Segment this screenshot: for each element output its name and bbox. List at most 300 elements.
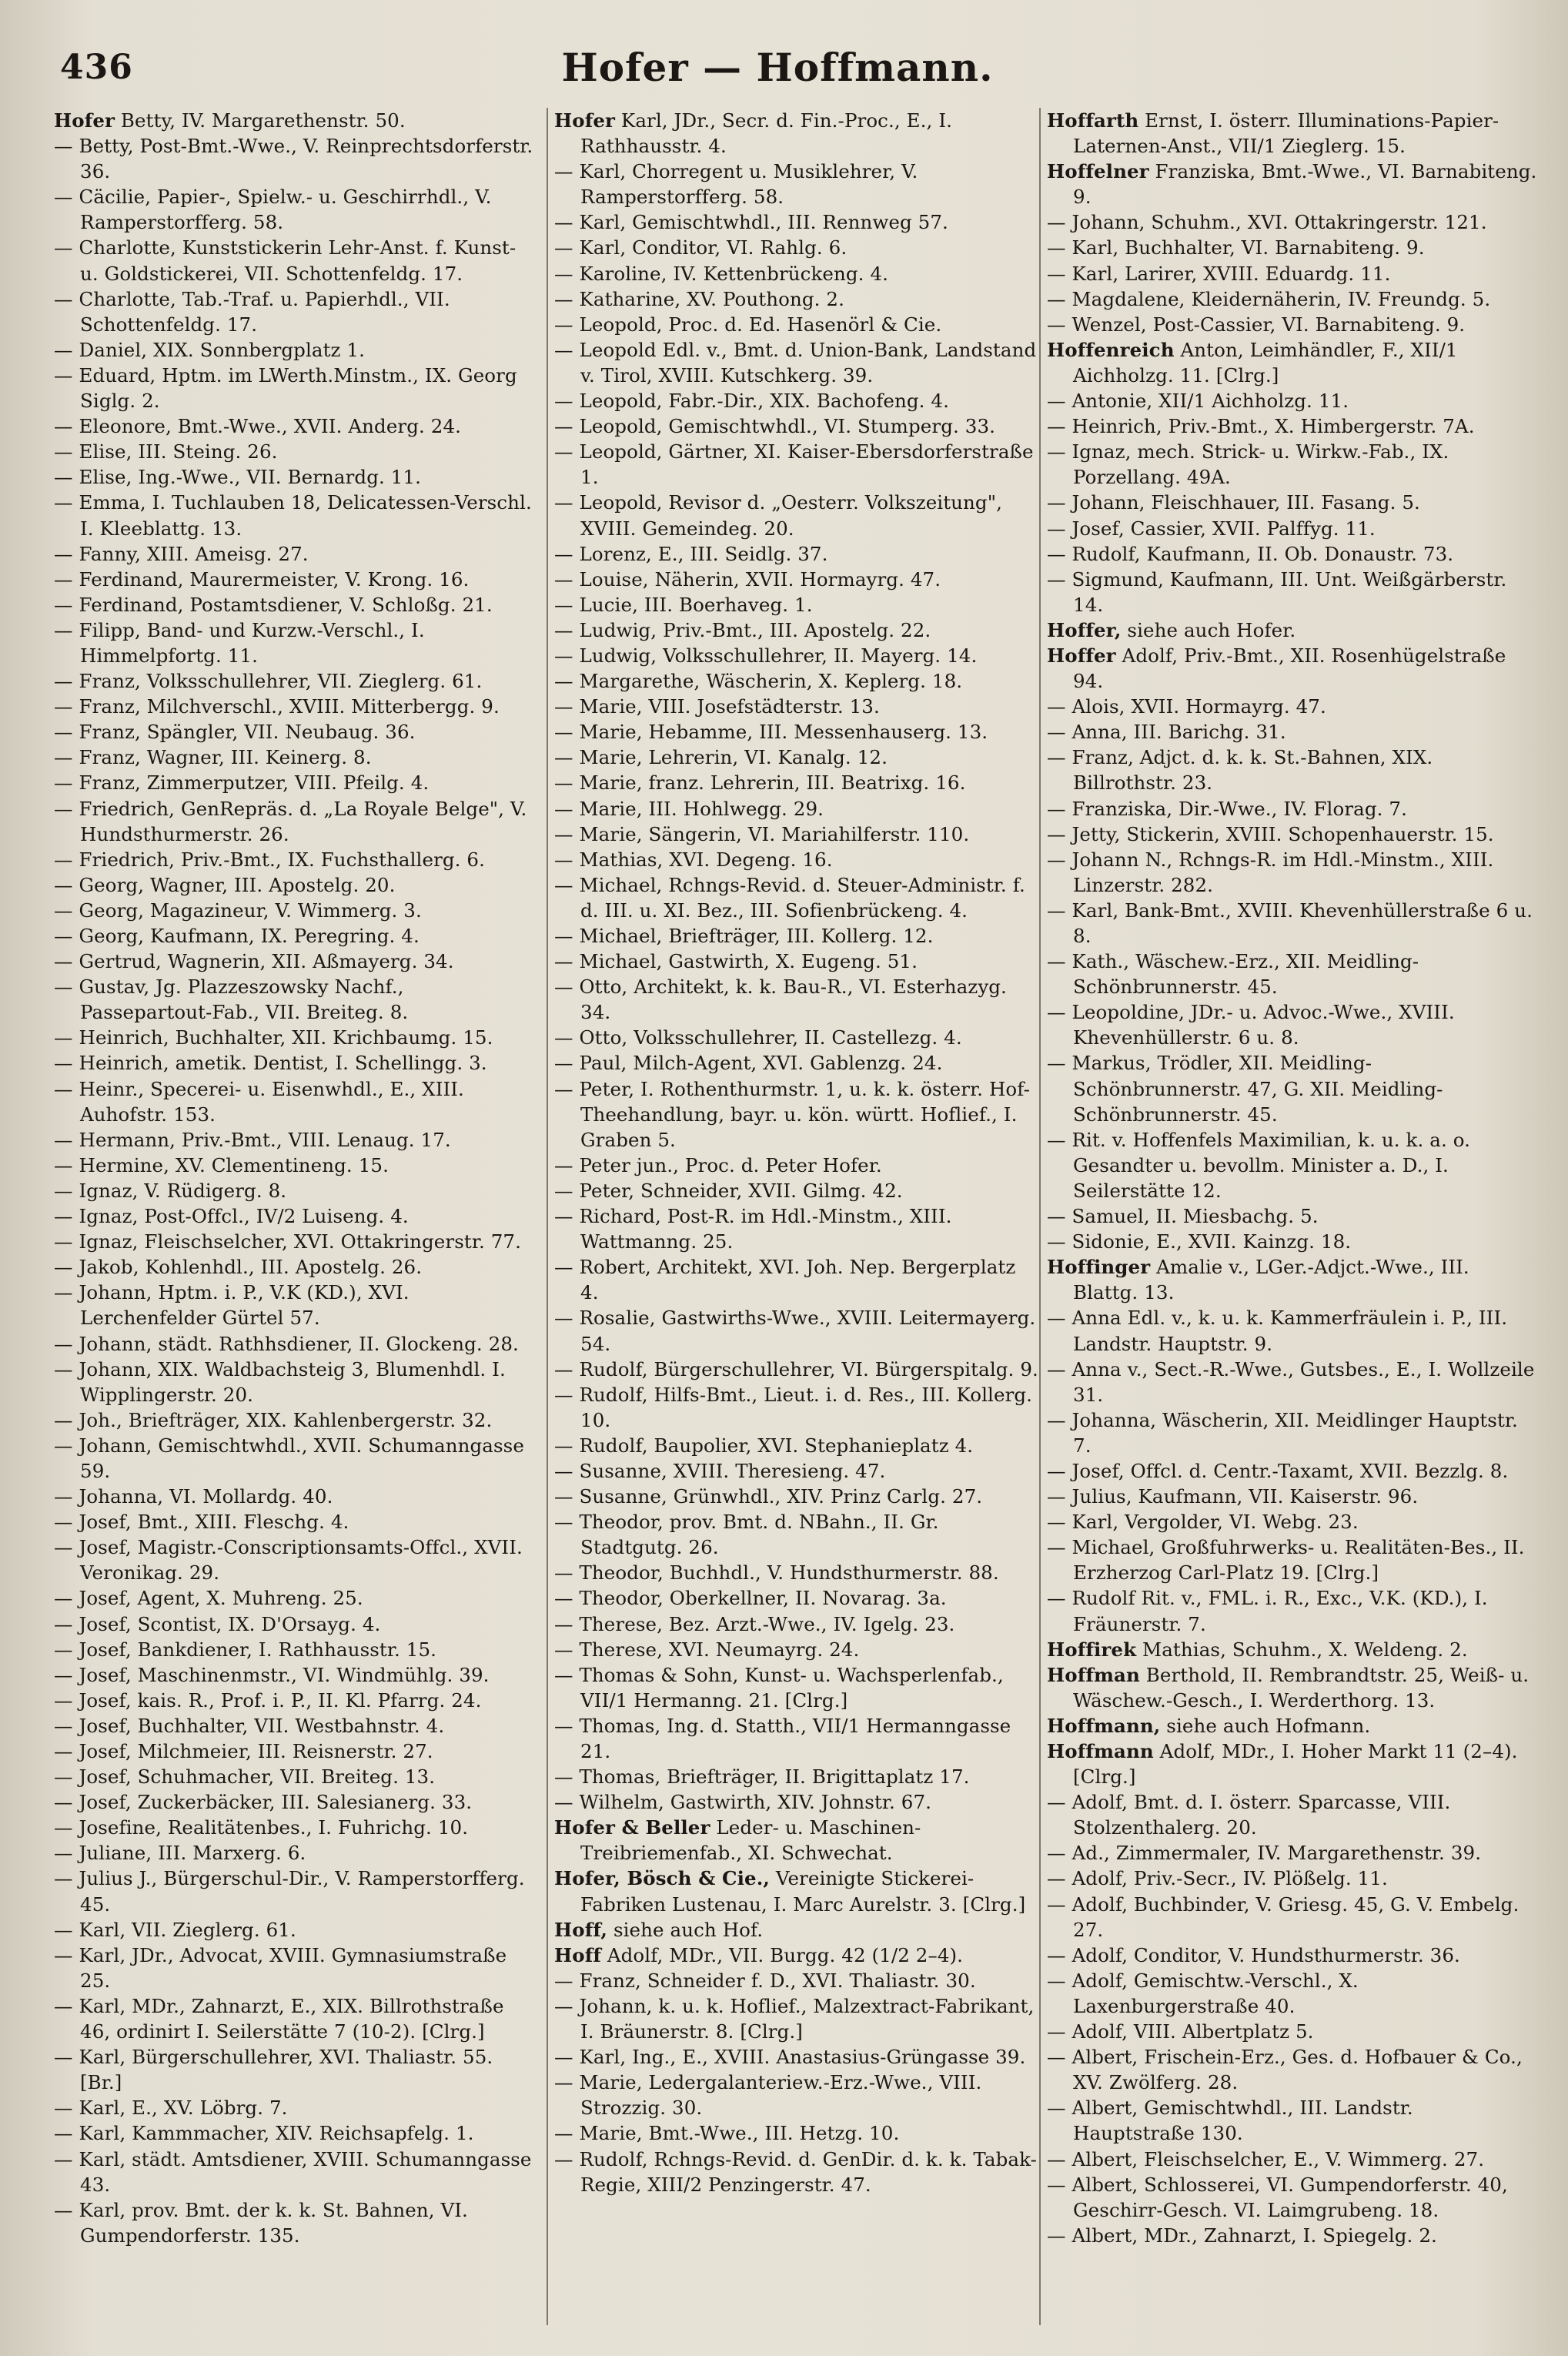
directory-entry: [54, 1407, 539, 1433]
directory-entry: [54, 592, 539, 617]
entry-text: — Franz, Volksschullehrer, VII. Zieglerg. 61.: [54, 670, 483, 693]
directory-entry: [54, 1815, 539, 1840]
directory-entry: [1047, 1943, 1540, 1968]
directory-entry: [554, 796, 1039, 822]
directory-entry: [54, 1484, 539, 1509]
entry-text: — Jetty, Stickerin, XVIII. Schopenhauerstr. 15.: [1047, 822, 1494, 845]
entry-text: — Samuel, II. Miesbachg. 5.: [1047, 1205, 1319, 1228]
directory-entry: [554, 261, 1039, 286]
entry-text: — Ad., Zimmermaler, IV. Margarethenstr. 39.: [1047, 1842, 1482, 1865]
entry-text: — Sigmund, Kaufmann, III. Unt. Weißgärberstr. 14.: [1047, 567, 1507, 616]
directory-entry: [54, 1534, 539, 1585]
entry-text: — Theodor, Buchhdl., V. Hundsthurmerstr. 88.: [554, 1561, 999, 1585]
entry-text: — Ferdinand, Postamtsdiener, V. Schloßg. 21.: [54, 593, 493, 616]
directory-entry: [54, 1840, 539, 1866]
directory-entry: [54, 1050, 539, 1076]
entry-text: — Theodor, prov. Bmt. d. NBahn., II. Gr. Stadtgutg. 26.: [554, 1511, 939, 1559]
entry-text: — Franziska, Dir.-Wwe., IV. Florag. 7.: [1047, 797, 1407, 820]
directory-entry: [1047, 2172, 1540, 2223]
entry-text: — Karl, Gemischtwhdl., III. Rennweg 57.: [554, 211, 948, 234]
directory-entry: [554, 617, 1039, 643]
directory-entry: [54, 1688, 539, 1713]
directory-entry: [54, 847, 539, 872]
directory-entry: [54, 872, 539, 898]
directory-entry: [554, 1203, 1039, 1254]
directory-entry-head: [554, 1815, 1039, 1866]
directory-entry: [54, 567, 539, 592]
entry-text: — Susanne, XVIII. Theresieng. 47.: [554, 1459, 886, 1482]
directory-entry: [1047, 847, 1540, 898]
directory-entry: [1047, 694, 1540, 719]
entry-surname: Hoffer: [1047, 644, 1116, 667]
directory-entry: [554, 1357, 1039, 1382]
entry-text: — Fanny, XIII. Ameisg. 27.: [54, 542, 309, 565]
entry-text: — Magdalene, Kleidernäherin, IV. Freundg. 5.: [1047, 287, 1491, 310]
directory-entry: [54, 541, 539, 567]
entry-text: — Johann, Schuhm., XVI. Ottakringerstr. 121.: [1047, 211, 1487, 234]
directory-entry-head: [1047, 643, 1540, 694]
running-title: Hofer — Hoffmann.: [561, 45, 994, 90]
directory-entry: [54, 1025, 539, 1050]
directory-entry-head: [1047, 159, 1540, 209]
directory-entry-head: [1047, 1254, 1540, 1305]
column-left: [54, 108, 539, 2325]
entry-text: — Albert, Schlosserei, VI. Gumpendorferstr. 40, Geschirr-Gesch. VI. Laimgrubeng. 18.: [1047, 2173, 1508, 2221]
column-middle: [554, 108, 1039, 2325]
entry-text: — Rudolf Rit. v., FML. i. R., Exc., V.K. (KD.), I. Fräunerstr. 7.: [1047, 1587, 1488, 1635]
directory-entry: [54, 1866, 539, 1916]
directory-entry: [54, 2044, 539, 2095]
entry-text: — Johann N., Rchngs-R. im Hdl.-Minstm., XIII. Linzerstr. 282.: [1047, 848, 1494, 896]
entry-text: — Otto, Volksschullehrer, II. Castellezg. 4.: [554, 1026, 962, 1049]
entry-text: — Heinrich, Buchhalter, XII. Krichbaumg. 15.: [54, 1026, 493, 1049]
entry-text: — Anna v., Sect.-R.-Wwe., Gutsbes., E., I. Wollzeile 31.: [1047, 1357, 1535, 1406]
entry-text: — Heinrich, Priv.-Bmt., X. Himbergerstr. 7A.: [1047, 415, 1475, 438]
entry-text: — Karl, prov. Bmt. der k. k. St. Bahnen, VI. Gumpendorferstr. 135.: [54, 2198, 468, 2247]
entry-text: — Thomas, Ing. d. Statth., VII/1 Hermanngasse 21.: [554, 1714, 1011, 1762]
entry-text: — Otto, Architekt, k. k. Bau-R., VI. Esterhazyg. 34.: [554, 976, 1007, 1024]
entry-text: Adolf, Priv.-Bmt., XII. Rosenhügelstraße 94.: [1073, 644, 1506, 693]
entry-text: — Karl, JDr., Advocat, XVIII. Gymnasiumstraße 25.: [54, 1943, 507, 1992]
entry-text: — Marie, franz. Lehrerin, III. Beatrixg. 16.: [554, 771, 966, 795]
entry-text: — Rudolf, Baupolier, XVI. Stephanieplatz 4.: [554, 1434, 974, 1457]
directory-entry: [54, 235, 539, 286]
entry-text: Adolf, MDr., VII. Burgg. 42 (1/2 2–4).: [600, 1943, 964, 1966]
entry-text: — Franz, Wagner, III. Keinerg. 8.: [54, 746, 372, 769]
directory-entry: [554, 822, 1039, 847]
directory-entry: [54, 719, 539, 745]
directory-entry: [1047, 999, 1540, 1050]
directory-entry-head: [1047, 337, 1540, 388]
directory-entry: [554, 286, 1039, 312]
entry-text: — Michael, Gastwirth, X. Eugeng. 51.: [554, 950, 918, 973]
directory-entry: [54, 2147, 539, 2197]
directory-entry: [54, 2095, 539, 2120]
directory-entry: [554, 1025, 1039, 1050]
directory-entry: [54, 1993, 539, 2044]
entry-text: — Albert, MDr., Zahnarzt, I. Spiegelg. 2.: [1047, 2224, 1437, 2247]
entry-text: — Rosalie, Gastwirths-Wwe., XVIII. Leitermayerg. 54.: [554, 1307, 1036, 1355]
entry-text: siehe auch Hofmann.: [1160, 1714, 1371, 1737]
directory-entry-head: [1047, 1713, 1540, 1739]
directory-entry: [554, 643, 1039, 668]
entry-text: — Leopold, Gemischtwhdl., VI. Stumperg. 33.: [554, 415, 996, 438]
directory-entry-head: [1047, 1662, 1540, 1713]
entry-text: — Marie, Sängerin, VI. Mariahilferstr. 110.: [554, 822, 970, 845]
directory-entry: [554, 974, 1039, 1025]
directory-entry: [54, 1229, 539, 1254]
entry-text: Betty, IV. Margarethenstr. 50.: [115, 109, 406, 132]
entry-text: — Katharine, XV. Pouthong. 2.: [554, 287, 844, 310]
directory-entry: [54, 1917, 539, 1943]
entry-text: — Georg, Magazineur, V. Wimmerg. 3.: [54, 899, 422, 922]
entry-text: — Hermine, XV. Clementineng. 15.: [54, 1153, 389, 1176]
directory-entry: [1047, 1458, 1540, 1484]
entry-text: — Ferdinand, Maurermeister, V. Krong. 16.: [54, 567, 470, 591]
directory-entry-head: [554, 1917, 1039, 1943]
entry-text: — Mathias, XVI. Degeng. 16.: [554, 848, 833, 871]
entry-text: — Adolf, VIII. Albertplatz 5.: [1047, 2020, 1314, 2043]
entry-text: — Charlotte, Kunststickerin Lehr-Anst. f. Kunst- u. Goldstickerei, VII. Schottenfeldg. 17.: [54, 236, 517, 285]
entry-text: — Rudolf, Bürgerschullehrer, VI. Bürgerspitalg. 9.: [554, 1357, 1038, 1380]
directory-entry: [54, 1509, 539, 1534]
entry-text: — Johanna, Wäscherin, XII. Meidlinger Hauptstr. 7.: [1047, 1408, 1518, 1457]
entry-text: — Marie, Ledergalanteriew.-Erz.-Wwe., VIII. Strozzig. 30.: [554, 2071, 982, 2120]
directory-entry: [1047, 1509, 1540, 1534]
entry-text: — Albert, Gemischtwhdl., III. Landstr. Hauptstraße 130.: [1047, 2097, 1413, 2145]
directory-entry: [1047, 1050, 1540, 1126]
directory-entry: [554, 209, 1039, 235]
entry-text: — Ignaz, mech. Strick- u. Wirkw.-Fab., IX. Porzellang. 49A.: [1047, 440, 1449, 489]
directory-entry: [554, 1713, 1039, 1764]
directory-entry: [54, 1076, 539, 1127]
directory-entry: [554, 2070, 1039, 2120]
entry-text: — Heinr., Specerei- u. Eisenwhdl., E., XIII. Auhofstr. 153.: [54, 1077, 464, 1126]
entry-text: Ernst, I. österr. Illuminations-Papier-Laternen-Anst., VII/1 Zieglerg. 15.: [1073, 109, 1499, 158]
directory-entry: [1047, 822, 1540, 847]
entry-surname: Hofer, Bösch & Cie.,: [554, 1867, 771, 1890]
entry-text: — Charlotte, Tab.-Traf. u. Papierhdl., VII. Schottenfeldg. 17.: [54, 287, 450, 336]
directory-entry: [554, 1968, 1039, 1993]
directory-entry: [54, 1585, 539, 1611]
entry-text: — Adolf, Conditor, V. Hundsthurmerstr. 36.: [1047, 1943, 1460, 1966]
directory-entry: [54, 770, 539, 795]
directory-entry: [1047, 745, 1540, 795]
directory-entry: [1047, 2019, 1540, 2044]
directory-entry: [1047, 1534, 1540, 1585]
entry-text: — Rudolf, Rchngs-Revid. d. GenDir. d. k. k. Tabak-Regie, XIII/2 Penzingerstr. 47.: [554, 2147, 1038, 2196]
directory-entry: [554, 439, 1039, 490]
entry-text: — Thomas & Sohn, Kunst- u. Wachsperlenfab., VII/1 Hermanng. 21. [Clrg.]: [554, 1663, 1004, 1712]
entry-text: — Margarethe, Wäscherin, X. Keplerg. 18.: [554, 670, 963, 693]
directory-entry: [554, 1662, 1039, 1713]
directory-entry: [554, 1789, 1039, 1815]
directory-entry: [1047, 516, 1540, 541]
directory-entry: [1047, 898, 1540, 949]
entry-text: — Wenzel, Post-Cassier, VI. Barnabiteng. 9.: [1047, 313, 1466, 336]
column-rule: [547, 108, 548, 2325]
entry-text: — Josef, Bmt., XIII. Fleschg. 4.: [54, 1511, 349, 1534]
entry-text: — Ignaz, Post-Offcl., IV/2 Luiseng. 4.: [54, 1205, 409, 1228]
entry-text: — Karl, E., XV. Löbrg. 7.: [54, 2097, 288, 2120]
entry-text: — Leopold, Proc. d. Ed. Hasenörl & Cie.: [554, 313, 942, 336]
entry-text: — Julius, Kaufmann, VII. Kaiserstr. 96.: [1047, 1485, 1419, 1508]
entry-text: — Anna, III. Barichg. 31.: [1047, 721, 1286, 744]
entry-text: — Josef, Maschinenmstr., VI. Windmühlg. 39.: [54, 1663, 490, 1686]
entry-text: — Sidonie, E., XVII. Kainzg. 18.: [1047, 1230, 1352, 1253]
entry-text: — Gustav, Jg. Plazzeszowsky Nachf., Passepartout-Fab., VII. Breiteg. 8.: [54, 976, 409, 1024]
entry-text: — Robert, Architekt, XVI. Joh. Nep. Bergerplatz 4.: [554, 1256, 1016, 1304]
entry-text: — Georg, Wagner, III. Apostelg. 20.: [54, 873, 396, 896]
directory-entry: [1047, 2147, 1540, 2172]
entry-text: — Adolf, Priv.-Secr., IV. Plößelg. 11.: [1047, 1867, 1388, 1890]
entry-text: — Ludwig, Priv.-Bmt., III. Apostelg. 22.: [554, 618, 931, 641]
entry-text: — Adolf, Bmt. d. I. österr. Sparcasse, VIII. Stolzenthalerg. 20.: [1047, 1791, 1451, 1839]
entry-text: Mathias, Schuhm., X. Weldeng. 2.: [1136, 1638, 1468, 1661]
entry-text: — Wilhelm, Gastwirth, XIV. Johnstr. 67.: [554, 1791, 932, 1814]
entry-text: — Lorenz, E., III. Seidlg. 37.: [554, 542, 828, 565]
entry-text: — Julius J., Bürgerschul-Dir., V. Ramperstorfferg. 45.: [54, 1867, 525, 1916]
directory-entry: [554, 1637, 1039, 1662]
directory-entry-head: [54, 108, 539, 133]
directory-entry: [1047, 541, 1540, 567]
directory-entry: [1047, 490, 1540, 515]
entry-text: — Josef, Milchmeier, III. Reisnerstr. 27.: [54, 1740, 433, 1762]
entry-text: — Kath., Wäschew.-Erz., XII. Meidling-Schönbrunnerstr. 45.: [1047, 950, 1419, 999]
directory-entry: [54, 1789, 539, 1815]
entry-text: — Karl, Larirer, XVIII. Eduardg. 11.: [1047, 262, 1391, 285]
entry-text: — Josef, Buchhalter, VII. Westbahnstr. 4.: [54, 1714, 445, 1737]
entry-text: — Johann, XIX. Waldbachsteig 3, Blumenhdl. I. Wipplingerstr. 20.: [54, 1357, 506, 1406]
directory-entry: [54, 1254, 539, 1280]
directory-entry: [1047, 1203, 1540, 1229]
directory-entry: [54, 1178, 539, 1203]
entry-text: — Michael, Großfuhrwerks- u. Realitäten-Bes., II. Erzherzog Carl-Platz 19. [Clrg.]: [1047, 1536, 1525, 1585]
entry-text: siehe auch Hofer.: [1121, 618, 1296, 641]
entry-text: — Josef, Agent, X. Muhreng. 25.: [54, 1587, 363, 1610]
directory-entry: [554, 694, 1039, 719]
directory-entry: [54, 1662, 539, 1688]
entry-text: — Michael, Briefträger, III. Kollerg. 12.: [554, 925, 934, 947]
directory-entry: [1047, 286, 1540, 312]
directory-entry: [1047, 1305, 1540, 1356]
entry-text: — Juliane, III. Marxerg. 6.: [54, 1842, 306, 1865]
entry-text: — Karl, städt. Amtsdiener, XVIII. Schumanngasse 43.: [54, 2147, 532, 2196]
entry-text: — Rit. v. Hoffenfels Maximilian, k. u. k. a. o. Gesandter u. bevollm. Minister a. D., I. Seilerstätte 12.: [1047, 1128, 1471, 1202]
directory-entry: [54, 668, 539, 694]
entry-text: — Heinrich, ametik. Dentist, I. Schellingg. 3.: [54, 1052, 487, 1075]
entry-text: — Karl, Chorregent u. Musiklehrer, V. Ramperstorfferg. 58.: [554, 160, 918, 209]
entry-text: — Therese, XVI. Neumayrg. 24.: [554, 1638, 860, 1661]
directory-entry: [554, 337, 1039, 388]
directory-entry: [554, 1050, 1039, 1076]
entry-text: — Leopold, Revisor d. „Oesterr. Volkszeitung", XVIII. Gemeindeg. 20.: [554, 491, 1002, 540]
entry-text: — Anna Edl. v., k. u. k. Kammerfräulein i. P., III. Landstr. Hauptstr. 9.: [1047, 1307, 1508, 1355]
entry-surname: Hoffirek: [1047, 1638, 1137, 1661]
entry-surname: Hoffinger: [1047, 1256, 1151, 1279]
entry-surname: Hofer & Beller: [554, 1816, 710, 1839]
entry-text: — Eleonore, Bmt.-Wwe., XVII. Anderg. 24.: [54, 415, 462, 438]
directory-entry: [1047, 1866, 1540, 1891]
directory-entry: [1047, 1840, 1540, 1866]
entry-text: — Daniel, XIX. Sonnbergplatz 1.: [54, 338, 366, 361]
directory-entry: [54, 2120, 539, 2146]
entry-surname: Hofer: [554, 109, 616, 132]
entry-text: — Karl, Bürgerschullehrer, XVI. Thaliastr. 55. [Br.]: [54, 2046, 493, 2094]
directory-entry: [1047, 1407, 1540, 1458]
directory-entry-head: [1047, 1739, 1540, 1789]
directory-entry-head: [554, 108, 1039, 159]
directory-entry: [554, 1382, 1039, 1433]
entry-text: — Lucie, III. Boerhaveg. 1.: [554, 593, 813, 616]
entry-text: — Karl, Kammmacher, XIV. Reichsapfelg. 1.: [54, 2122, 474, 2145]
entry-surname: Hofer: [54, 109, 115, 132]
entry-text: Anton, Leimhändler, F., XII/1 Aichholzg. 11. [Clrg.]: [1073, 338, 1458, 387]
directory-entry: [554, 745, 1039, 770]
directory-entry: [54, 2197, 539, 2248]
entry-surname: Hoffman: [1047, 1663, 1140, 1686]
entry-text: — Peter jun., Proc. d. Peter Hofer.: [554, 1153, 882, 1176]
directory-entry: [554, 567, 1039, 592]
entry-text: — Franz, Schneider f. D., XVI. Thaliastr. 30.: [554, 1969, 976, 1992]
entry-text: — Marie, Bmt.-Wwe., III. Hetzg. 10.: [554, 2122, 900, 2145]
directory-entry: [54, 745, 539, 770]
entry-surname: Hoff: [554, 1943, 601, 1966]
directory-entry: [54, 694, 539, 719]
directory-entry-head: [1047, 1637, 1540, 1662]
directory-entry: [54, 974, 539, 1025]
directory-entry: [554, 1076, 1039, 1153]
entry-text: — Jakob, Kohlenhdl., III. Apostelg. 26.: [54, 1256, 423, 1279]
directory-entry: [54, 1764, 539, 1789]
directory-entry: [554, 1560, 1039, 1585]
entry-text: — Franz, Zimmerputzer, VIII. Pfeilg. 4.: [54, 771, 430, 795]
directory-entry: [554, 872, 1039, 923]
directory-entry: [554, 668, 1039, 694]
entry-text: — Ignaz, Fleischselcher, XVI. Ottakringerstr. 77.: [54, 1230, 521, 1253]
directory-entry: [1047, 2095, 1540, 2146]
directory-entry: [554, 159, 1039, 209]
directory-entry: [54, 1203, 539, 1229]
directory-entry: [54, 923, 539, 949]
directory-entry: [1047, 388, 1540, 413]
entry-text: — Josefine, Realitätenbes., I. Fuhrichg. 10.: [54, 1816, 469, 1839]
directory-entry: [54, 1713, 539, 1739]
directory-entry: [54, 1357, 539, 1407]
directory-entry: [1047, 567, 1540, 617]
entry-text: Berthold, II. Rembrandtstr. 25, Weiß- u. Wäschew.-Gesch., I. Werderthorg. 13.: [1073, 1663, 1530, 1712]
entry-text: Leder- u. Maschinen-Treibriemenfab., XI. Schwechat.: [580, 1816, 921, 1865]
directory-entry: [1047, 719, 1540, 745]
page-number: 436: [60, 48, 133, 87]
column-right: [1047, 108, 1540, 2325]
entry-text: — Filipp, Band- und Kurzw.-Verschl., I. Himmelpfortg. 11.: [54, 618, 425, 667]
directory-entry: [54, 490, 539, 540]
entry-text: — Ludwig, Volksschullehrer, II. Mayerg. 14.: [554, 644, 978, 667]
directory-entry: [1047, 261, 1540, 286]
directory-entry: [54, 1739, 539, 1764]
directory-entry: [54, 133, 539, 184]
directory-entry: [54, 898, 539, 923]
directory-entry: [554, 2120, 1039, 2146]
entry-text: — Adolf, Gemischtw.-Verschl., X. Laxenburgerstraße 40.: [1047, 1969, 1359, 2017]
entry-text: — Rudolf, Kaufmann, II. Ob. Donaustr. 73.: [1047, 542, 1454, 565]
directory-entry: [54, 1433, 539, 1484]
entry-surname: Hoff,: [554, 1918, 608, 1941]
entry-text: — Emma, I. Tuchlauben 18, Delicatessen-Verschl. I. Kleeblattg. 13.: [54, 491, 532, 540]
entry-text: — Johann, Gemischtwhdl., XVII. Schumanngasse 59.: [54, 1434, 524, 1482]
entry-text: — Karoline, IV. Kettenbrückeng. 4.: [554, 262, 889, 285]
directory-entry: [54, 949, 539, 974]
directory-entry: [554, 1305, 1039, 1356]
directory-entry: [554, 923, 1039, 949]
entry-text: — Louise, Näherin, XVII. Hormayrg. 47.: [554, 567, 941, 591]
entry-text: — Johann, städt. Rathhsdiener, II. Glockeng. 28.: [54, 1332, 519, 1355]
directory-entry: [554, 235, 1039, 260]
entry-surname: Hoffarth: [1047, 109, 1139, 132]
entry-text: — Richard, Post-R. im Hdl.-Minstm., XIII. Wattmanng. 25.: [554, 1205, 952, 1253]
directory-entry: [54, 1127, 539, 1153]
directory-entry: [1047, 312, 1540, 337]
entry-text: — Karl, MDr., Zahnarzt, E., XIX. Billrothstraße 46, ordinirt I. Seilerstätte 7 (10-2). [Clrg.]: [54, 1994, 504, 2043]
entry-text: — Albert, Frischein-Erz., Ges. d. Hofbauer & Co., XV. Zwölferg. 28.: [1047, 2046, 1523, 2094]
directory-entry: [554, 1509, 1039, 1560]
entry-text: — Josef, Scontist, IX. D'Orsayg. 4.: [54, 1612, 381, 1635]
directory-entry: [54, 1611, 539, 1637]
directory-entry: [554, 1153, 1039, 1178]
directory-entry: [54, 337, 539, 363]
entry-text: — Thomas, Briefträger, II. Brigittaplatz 17.: [554, 1765, 970, 1789]
entry-text: — Peter, Schneider, XVII. Gilmg. 42.: [554, 1179, 903, 1202]
entry-text: — Peter, I. Rothenthurmstr. 1, u. k. k. österr. Hof-Theehandlung, bayr. u. kön. württ. Hoflief., I. Graben 5.: [554, 1077, 1030, 1151]
directory-entry: [1047, 209, 1540, 235]
entry-text: siehe auch Hof.: [607, 1918, 764, 1941]
directory-entry: [554, 388, 1039, 413]
directory-entry: [1047, 1789, 1540, 1840]
directory-entry: [554, 1458, 1039, 1484]
directory-entry: [54, 439, 539, 464]
directory-entry: [1047, 796, 1540, 822]
entry-text: — Betty, Post-Bmt.-Wwe., V. Reinprechtsdorferstr. 36.: [54, 135, 533, 183]
entry-text: — Antonie, XII/1 Aichholzg. 11.: [1047, 390, 1349, 413]
entry-text: — Markus, Trödler, XII. Meidling-Schönbrunnerstr. 47, G. XII. Meidling-Schönbrunnerstr. 45.: [1047, 1052, 1443, 1126]
entry-text: — Johann, Hptm. i. P., V.K (KD.), XVI. Lerchenfelder Gürtel 57.: [54, 1281, 410, 1330]
directory-entry: [554, 1764, 1039, 1789]
directory-entry-head: [1047, 617, 1540, 643]
entry-text: — Georg, Kaufmann, IX. Peregring. 4.: [54, 925, 420, 947]
directory-entry: [554, 413, 1039, 439]
entry-surname: Hoffmann: [1047, 1740, 1154, 1762]
entry-text: — Michael, Rchngs-Revid. d. Steuer-Administr. f. d. III. u. XI. Bez., III. Sofienbrückeng. 4.: [554, 873, 1025, 922]
entry-text: — Karl, VII. Zieglerg. 61.: [54, 1918, 296, 1941]
directory-entry: [554, 1254, 1039, 1305]
directory-entry: [554, 949, 1039, 974]
entry-text: — Karl, Ing., E., XVIII. Anastasius-Grüngasse 39.: [554, 2046, 1026, 2069]
directory-entry-head: [554, 1866, 1039, 1916]
entry-text: — Karl, Vergolder, VI. Webg. 23.: [1047, 1511, 1359, 1534]
entry-text: — Josef, Bankdiener, I. Rathhausstr. 15.: [54, 1638, 437, 1661]
entry-text: — Marie, Lehrerin, VI. Kanalg. 12.: [554, 746, 888, 769]
entry-text: — Joh., Briefträger, XIX. Kahlenbergerstr. 32.: [54, 1408, 493, 1431]
directory-entry-head: [554, 1943, 1039, 1968]
directory-entry: [1047, 235, 1540, 260]
directory-entry: [1047, 2223, 1540, 2248]
entry-text: — Franz, Milchverschl., XVIII. Mitterbergg. 9.: [54, 695, 500, 718]
entry-text: — Franz, Adjct. d. k. k. St.-Bahnen, XIX. Billrothstr. 23.: [1047, 746, 1433, 795]
entry-text: — Cäcilie, Papier-, Spielw.- u. Geschirrhdl., V. Ramperstorfferg. 58.: [54, 186, 492, 234]
directory-entry: [554, 2044, 1039, 2070]
entry-text: — Paul, Milch-Agent, XVI. Gablenzg. 24.: [554, 1052, 943, 1075]
